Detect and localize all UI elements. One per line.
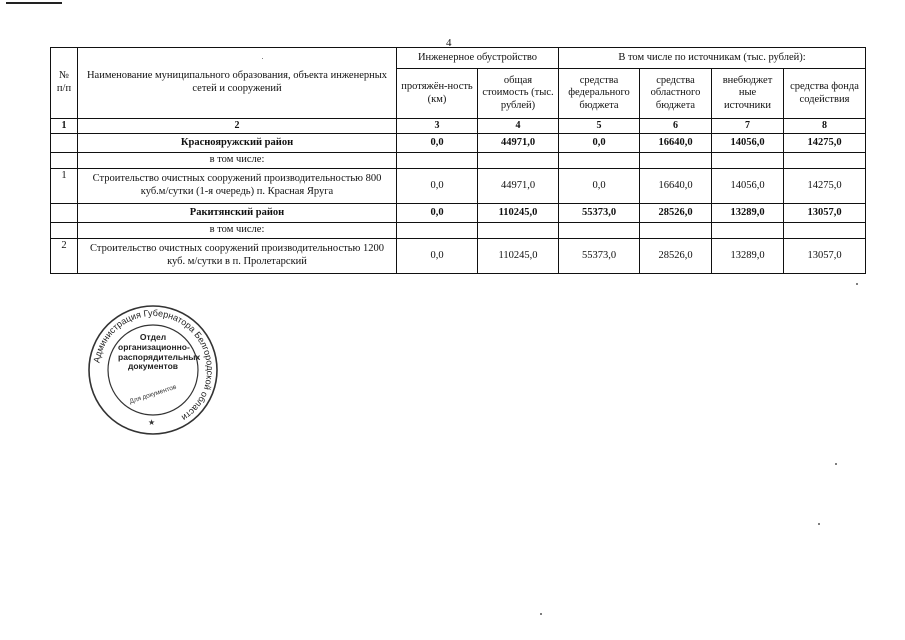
row-length	[397, 223, 478, 239]
header-name: Наименование муниципального образования, объекта инженерных сетей и сооружений	[78, 48, 397, 119]
header-sources-group: В том числе по источникам (тыс. рублей):	[559, 48, 866, 69]
row-federal: 55373,0	[559, 204, 640, 223]
row-length: 0,0	[397, 239, 478, 274]
star-icon: ★	[148, 418, 156, 427]
table-row	[51, 204, 866, 223]
row-fund: 14275,0	[784, 169, 866, 204]
row-total: 110245,0	[478, 204, 559, 223]
row-no	[51, 134, 78, 153]
investment-table	[50, 47, 866, 274]
row-total: 110245,0	[478, 239, 559, 274]
column-number: 1	[51, 119, 78, 134]
column-number: 7	[712, 119, 784, 134]
row-total	[478, 223, 559, 239]
page-number: 4	[446, 37, 452, 49]
column-number: 2	[78, 119, 397, 134]
stamp-ring-text: Администрация Губернатора Белгородской области	[91, 307, 216, 423]
scan-speck	[540, 613, 542, 615]
column-number: 6	[640, 119, 712, 134]
column-number: 5	[559, 119, 640, 134]
row-regional: 16640,0	[640, 169, 712, 204]
row-name: Краснояружский район	[78, 134, 397, 153]
row-offbudget: 13289,0	[712, 204, 784, 223]
row-name: Строительство очистных сооружений производительностью 1200 куб. м/сутки в п. Пролетарский	[78, 239, 397, 274]
row-offbudget: 14056,0	[712, 134, 784, 153]
scan-speck	[856, 283, 858, 285]
stamp-bottom-text: Для документов	[128, 383, 178, 406]
row-length: 0,0	[397, 204, 478, 223]
table-row	[51, 153, 866, 169]
column-number: 8	[784, 119, 866, 134]
scan-speck	[835, 463, 837, 465]
row-length: 0,0	[397, 169, 478, 204]
row-length: 0,0	[397, 134, 478, 153]
column-number: 4	[478, 119, 559, 134]
row-regional: 28526,0	[640, 239, 712, 274]
row-regional: 28526,0	[640, 204, 712, 223]
row-federal	[559, 223, 640, 239]
row-name: Строительство очистных сооружений производительностью 800 куб.м/сутки (1-я очередь) п. Красная Яруга	[78, 169, 397, 204]
row-fund	[784, 153, 866, 169]
row-federal: 0,0	[559, 134, 640, 153]
header-regional: средства областного бюджета	[640, 69, 712, 119]
row-offbudget: 13289,0	[712, 239, 784, 274]
row-no	[51, 223, 78, 239]
column-number: 3	[397, 119, 478, 134]
row-regional	[640, 223, 712, 239]
row-name: в том числе:	[78, 223, 397, 239]
header-offbudget: внебюджет ные источники	[712, 69, 784, 119]
scan-speck	[262, 58, 263, 59]
row-total: 44971,0	[478, 169, 559, 204]
row-no: 2	[51, 239, 78, 274]
header-fund: средства фонда содействия	[784, 69, 866, 119]
header-federal: средства федерального бюджета	[559, 69, 640, 119]
row-offbudget	[712, 153, 784, 169]
row-regional	[640, 153, 712, 169]
top-rule	[6, 2, 62, 4]
row-offbudget	[712, 223, 784, 239]
header-total: общая стоимость (тыс. рублей)	[478, 69, 559, 119]
row-federal: 55373,0	[559, 239, 640, 274]
official-stamp	[86, 303, 220, 437]
row-name: Ракитянский район	[78, 204, 397, 223]
row-fund	[784, 223, 866, 239]
row-federal	[559, 153, 640, 169]
header-no: № п/п	[51, 48, 78, 119]
table-row	[51, 239, 866, 274]
header-engineering-group: Инженерное обустройство	[397, 48, 559, 69]
row-fund: 13057,0	[784, 239, 866, 274]
row-fund: 13057,0	[784, 204, 866, 223]
row-length	[397, 153, 478, 169]
row-federal: 0,0	[559, 169, 640, 204]
row-total	[478, 153, 559, 169]
row-name: в том числе:	[78, 153, 397, 169]
table-row	[51, 169, 866, 204]
scan-speck	[818, 523, 820, 525]
row-total: 44971,0	[478, 134, 559, 153]
row-fund: 14275,0	[784, 134, 866, 153]
row-no: 1	[51, 169, 78, 204]
header-length: протяжён-ность (км)	[397, 69, 478, 119]
row-no	[51, 153, 78, 169]
table-row	[51, 223, 866, 239]
table-row	[51, 134, 866, 153]
row-regional: 16640,0	[640, 134, 712, 153]
stamp-center-text: Отдел организационно-распорядительных документов	[118, 332, 201, 372]
row-offbudget: 14056,0	[712, 169, 784, 204]
row-no	[51, 204, 78, 223]
